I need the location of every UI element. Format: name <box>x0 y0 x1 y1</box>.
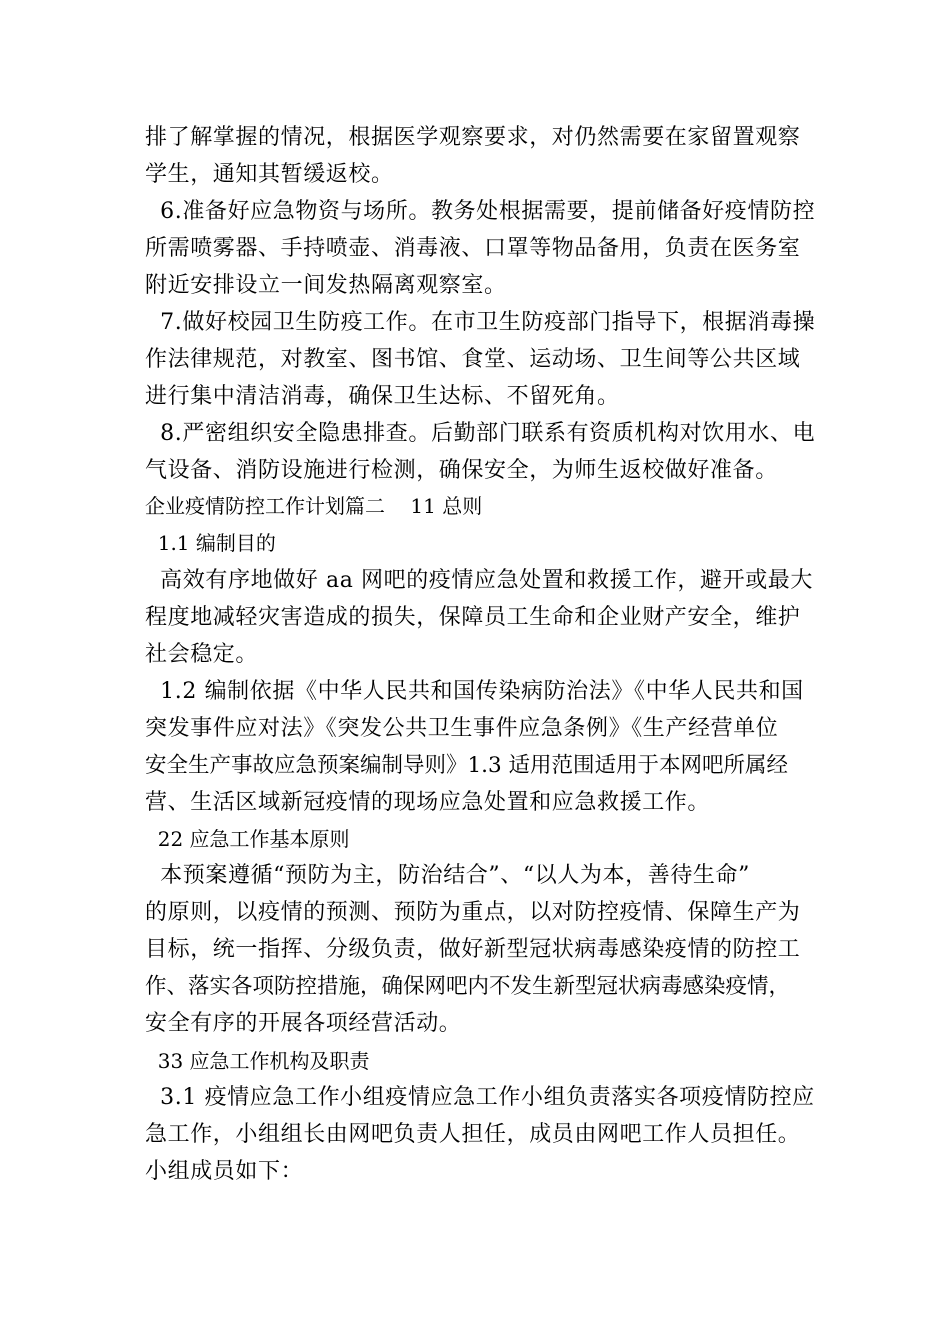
section-heading: 22 应急工作基本原则 <box>145 827 350 851</box>
text-line: 的原则，以疫情的预测、预防为重点，以对防控疫情、保障生产为 <box>145 900 801 925</box>
text-line: 小组成员如下： <box>145 1159 304 1184</box>
text-line: 程度地减轻灾害造成的损失，保障员工生命和企业财产安全，维护 <box>145 605 801 630</box>
text-line: 8.严密组织安全隐患排查。后勤部门联系有资质机构对饮用水、电 <box>145 421 816 446</box>
text-line: 6.准备好应急物资与场所。教务处根据需要，提前储备好疫情防控 <box>145 199 816 224</box>
text-line: 目标，统一指挥、分级负责，做好新型冠状病毒感染疫情的防控工 <box>145 937 801 962</box>
text-line: 附近安排设立一间发热隔离观察室。 <box>145 273 507 298</box>
text-line: 3.1 疫情应急工作小组疫情应急工作小组负责落实各项疫情防控应 <box>145 1085 815 1110</box>
text-line: 营、生活区域新冠疫情的现场应急处置和应急救援工作。 <box>145 790 711 815</box>
text-line: 气设备、消防设施进行检测，确保安全，为师生返校做好准备。 <box>145 458 778 483</box>
section-heading: 1.1 编制目的 <box>145 531 276 555</box>
section-heading: 企业疫情防控工作计划篇二 11 总则 <box>145 494 483 518</box>
text-line: 安全生产事故应急预案编制导则》1.3 适用范围适用于本网吧所属经 <box>145 753 789 778</box>
text-line: 学生，通知其暂缓返校。 <box>145 162 394 187</box>
section-heading: 33 应急工作机构及职责 <box>145 1049 370 1073</box>
text-line: 所需喷雾器、手持喷壶、消毒液、口罩等物品备用，负责在医务室 <box>145 236 801 261</box>
text-line: 突发事件应对法》《突发公共卫生事件应急条例》《生产经营单位 <box>145 716 779 741</box>
text-line: 社会稳定。 <box>145 642 259 667</box>
text-line: 进行集中清洁消毒，确保卫生达标、不留死角。 <box>145 384 620 409</box>
text-line: 作法律规范，对教室、图书馆、食堂、运动场、卫生间等公共区域 <box>145 347 801 372</box>
text-line: 本预案遵循“预防为主，防治结合”、“以人为本，善待生命” <box>145 863 750 888</box>
text-line: 7.做好校园卫生防疫工作。在市卫生防疫部门指导下，根据消毒操 <box>145 310 816 335</box>
text-line: 安全有序的开展各项经营活动。 <box>145 1011 462 1036</box>
text-line: 高效有序地做好 aa 网吧的疫情应急处置和救援工作，避开或最大 <box>145 568 814 593</box>
text-line: 1.2 编制依据《中华人民共和国传染病防治法》《中华人民共和国 <box>145 679 804 704</box>
text-line: 排了解掌握的情况，根据医学观察要求，对仍然需要在家留置观察 <box>145 125 801 150</box>
text-line: 作、落实各项防控措施，确保网吧内不发生新型冠状病毒感染疫情， <box>145 974 791 999</box>
text-line: 急工作，小组组长由网吧负责人担任，成员由网吧工作人员担任。 <box>145 1122 801 1147</box>
